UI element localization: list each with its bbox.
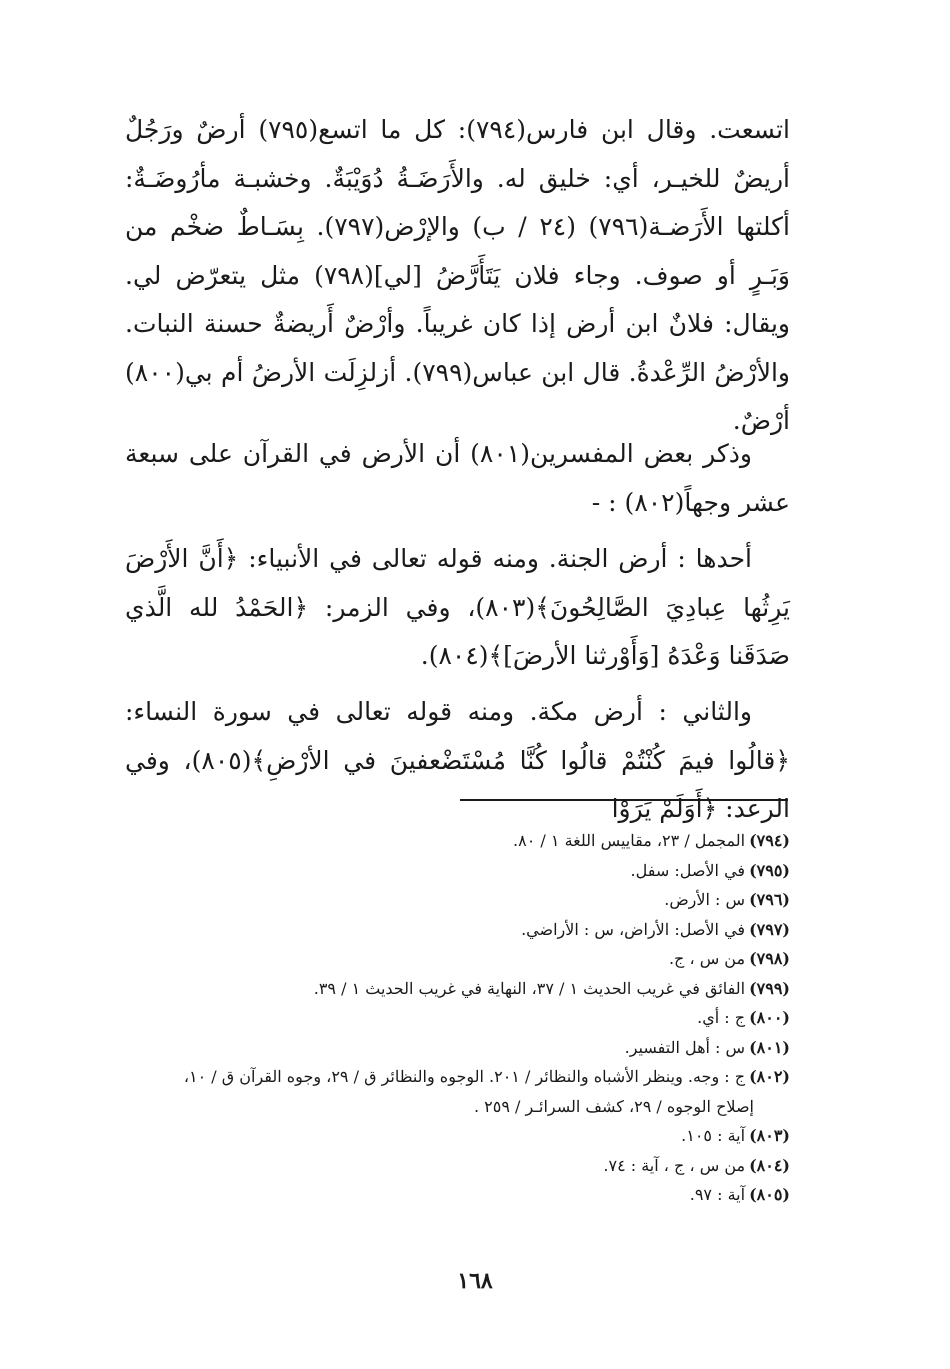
footnote-number: (٧٩٨): [749, 949, 790, 968]
page-number: ١٦٨: [457, 1268, 493, 1294]
footnote-number: (٧٩٧): [749, 919, 790, 939]
footnote-number: (٧٩٩): [749, 978, 790, 998]
footnote-item: [125, 974, 790, 1004]
footnote-text: من س ، ج.: [668, 949, 746, 968]
footnote-text: س : الأرض.: [664, 890, 746, 909]
footnotes-list: [125, 826, 790, 1210]
footnote-number: (٨٠٠): [749, 1008, 790, 1027]
footnote-text: آية : ٩٧.: [689, 1185, 746, 1204]
footnote-item: [125, 915, 790, 945]
footnote-number: (٧٩٤): [749, 831, 790, 850]
footnote-item: [125, 885, 790, 915]
footnote-item: [125, 1033, 790, 1063]
paragraph-2: وذكر بعض المفسرين(٨٠١) أن الأرض في القرآن على سبعة عشر وجهاً(٨٠٢) : -: [125, 439, 790, 517]
footnote-number: (٧٩٦): [749, 890, 790, 909]
footnote-number: (٨٠٥): [749, 1185, 790, 1204]
footnote-number: (٨٠١): [749, 1037, 790, 1057]
footnote-item: [125, 944, 790, 974]
footnote-text: س : أهل التفسير.: [624, 1037, 746, 1057]
footnote-item: [125, 856, 790, 886]
paragraph-3: أحدها : أرض الجنة. ومنه قوله تعالى في الأنبياء: ﴿أَنَّ الأَرْضَ يَرِثُها عِبادِيَ الصَّالِحُونَ﴾(٨٠٣)، وفي الزمر: ﴿الحَمْدُ لله الَّذي صَدَقَنا وَعْدَهُ [وَأَوْرثنا الأرضَ]﴾(٨٠٤).: [125, 544, 790, 670]
footnote-divider: [460, 799, 788, 801]
footnote-item: [125, 1151, 790, 1181]
footnote-number: (٨٠٢): [749, 1067, 790, 1086]
footnote-text: من س ، ج ، آية : ٧٤.: [603, 1155, 746, 1175]
footnote-text: ج : أي.: [697, 1008, 746, 1027]
footnote-number: (٧٩٥): [749, 860, 790, 880]
paragraph-1: اتسعت. وقال ابن فارس(٧٩٤): كل ما اتسع(٧٩٥) أرضٌ ورَجُلٌ أريضٌ للخيـر، أي: خليق له. والأَرَضَـةُ دُوَيْبَةٌ. وخشبـة مأرُوضَـةٌ: أكلتها الأَرَضـة(٧٩٦) (٢٤ / ب) والإرْض(٧٩٧). بِسَـاطٌ ضخْم من وَبَـرٍ أو صوف. وجاء فلان يَتَأَرَّضُ [لي](٧٩٨) مثل يتعرّض لي. ويقال: فلانٌ ابن أرض إذا كان غريباً. وأرْضٌ أَريضةٌ حسنة النبات. والأرْضُ الرِّعْدةُ. قال ابن عباس(٧٩٩). أزلزِلَت الأرضُ أم بي(٨٠٠) أرْضٌ.: [125, 115, 790, 435]
footnote-continuation: إصلاح الوجوه / ٢٩، كشف السرائـر / ٢٥٩ .: [473, 1096, 754, 1116]
footnote-text: في الأصل: الأراض، س : الأراضي.: [521, 919, 746, 939]
footnote-item: [125, 1062, 790, 1121]
footnote-item: [125, 1003, 790, 1033]
paragraph-4: والثاني : أرض مكة. ومنه قوله تعالى في سورة النساء: ﴿قالُوا فيمَ كُنْتُمْ قالُوا كُنَّا مُسْتَضْعفينَ في الأرْضِ﴾(٨٠٥)، وفي الرعد: ﴿أَوَلَمْ يَرَوْا: [125, 697, 790, 823]
footnote-text: ج : وجه. وينظر الأشباه والنظائر / ٢٠١. الوجوه والنظائر ق / ٢٩، وجوه القرآن ق / ١٠،: [183, 1067, 746, 1086]
footnote-item: [125, 1121, 790, 1151]
footnote-number: (٨٠٣): [749, 1126, 790, 1145]
footnote-text: الفائق في غريب الحديث ١ / ٣٧، النهاية في غريب الحديث ١ / ٣٩.: [313, 978, 746, 998]
footnote-text: آية : ١٠٥.: [681, 1126, 746, 1145]
footnote-item: [125, 826, 790, 856]
footnote-number: (٨٠٤): [749, 1155, 790, 1175]
footnote-text: المجمل / ٢٣، مقاييس اللغة ١ / ٨٠.: [513, 831, 746, 850]
footnote-item: [125, 1180, 790, 1210]
footnote-text: في الأصل: سفل.: [630, 860, 746, 880]
